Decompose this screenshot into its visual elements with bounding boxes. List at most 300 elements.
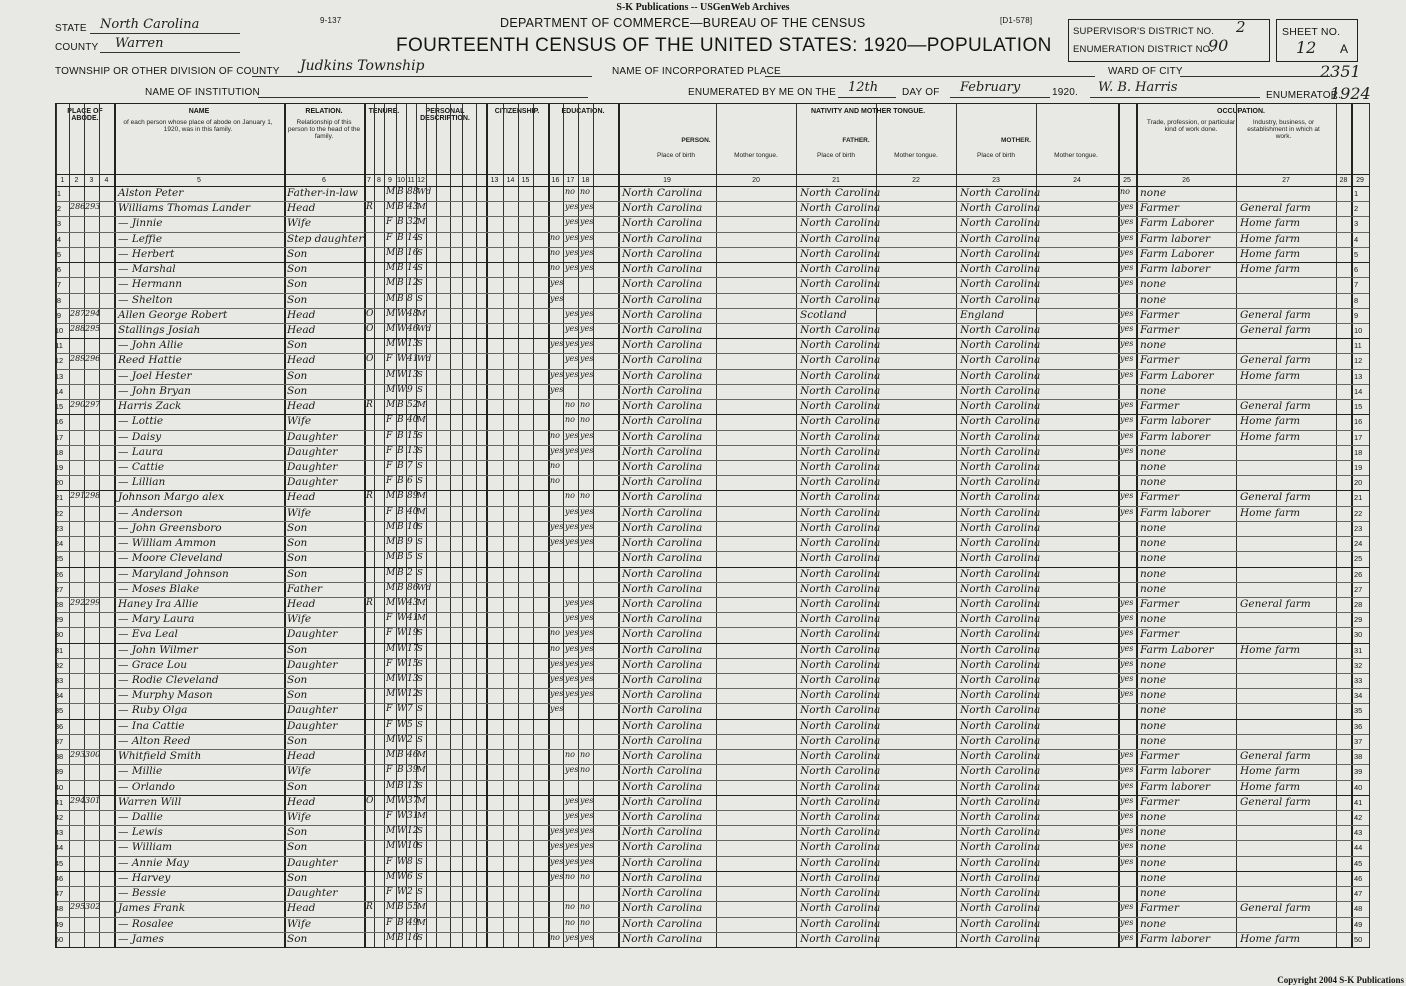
- person-birthplace: North Carolina: [622, 613, 703, 626]
- row-number-right: 31: [1354, 645, 1363, 655]
- age: 6: [407, 476, 413, 487]
- mother-birthplace: North Carolina: [960, 887, 1041, 900]
- person-birthplace: North Carolina: [622, 202, 703, 215]
- occupation-trade: none: [1140, 841, 1167, 854]
- race: W: [397, 704, 407, 715]
- marital-status: S: [417, 704, 423, 715]
- grid-column-rule: [284, 104, 286, 947]
- marital-status: S: [417, 826, 423, 837]
- row-number: 3: [56, 219, 62, 229]
- father-birthplace: North Carolina: [800, 476, 881, 489]
- father-birthplace: North Carolina: [800, 552, 881, 565]
- relation: Son: [287, 384, 308, 397]
- speaks-english: yes: [1120, 232, 1134, 242]
- marital-status: M: [417, 902, 426, 913]
- column-number: 26: [1182, 177, 1190, 184]
- occupation-industry: Home farm: [1240, 932, 1301, 945]
- race: W: [397, 643, 407, 654]
- state-value: North Carolina: [100, 17, 200, 32]
- column-number: 21: [832, 177, 840, 184]
- person-name: — Rodie Cleveland: [118, 674, 219, 687]
- census-table: [55, 103, 1370, 948]
- father-birthplace: North Carolina: [800, 841, 881, 854]
- marital-status: M: [417, 613, 426, 624]
- occupation-trade: Farmer: [1140, 400, 1180, 413]
- row-number-right: 47: [1354, 889, 1363, 899]
- marital-status: M: [417, 308, 426, 319]
- column-number: 4: [104, 177, 109, 184]
- occupation-trade: none: [1140, 734, 1167, 747]
- occupation-trade: none: [1140, 674, 1167, 687]
- row-number-right: 15: [1354, 402, 1363, 412]
- sex: M: [386, 597, 396, 608]
- row-number: 6: [56, 265, 62, 275]
- occupation-trade: none: [1140, 887, 1167, 900]
- mother-birthplace: North Carolina: [960, 811, 1041, 824]
- occupation-industry: Home farm: [1240, 247, 1301, 260]
- attended-school: no: [550, 232, 560, 242]
- relation: Head: [287, 750, 316, 763]
- person-birthplace: North Carolina: [622, 369, 703, 382]
- row-number: 44: [54, 843, 64, 853]
- can-read: yes: [565, 247, 579, 257]
- dwelling-number: 292: [70, 597, 86, 607]
- column-number: 29: [1356, 177, 1364, 184]
- mother-birthplace: North Carolina: [960, 369, 1041, 382]
- father-birthplace: North Carolina: [800, 537, 881, 550]
- father-birthplace: North Carolina: [800, 202, 881, 215]
- home-owned: O: [366, 795, 374, 806]
- subgroup-mother: MOTHER.: [1001, 137, 1031, 144]
- sex: M: [386, 263, 396, 274]
- mother-birthplace: North Carolina: [960, 323, 1041, 336]
- sex: F: [386, 460, 393, 471]
- grid-column-rule: [618, 104, 620, 947]
- mother-birthplace: North Carolina: [960, 293, 1041, 306]
- attended-school: yes: [550, 293, 564, 303]
- column-number: 25: [1123, 177, 1131, 184]
- person-name: — Lillian: [118, 476, 166, 489]
- father-birthplace: North Carolina: [800, 871, 881, 884]
- marital-status: M: [417, 795, 426, 806]
- row-number: 27: [54, 584, 64, 594]
- person-birthplace: North Carolina: [622, 750, 703, 763]
- attended-school: no: [550, 430, 560, 440]
- row-number-right: 18: [1354, 447, 1363, 457]
- speaks-english: yes: [1120, 780, 1134, 790]
- row-number: 14: [54, 386, 64, 396]
- row-number: 42: [54, 813, 64, 823]
- can-write: yes: [580, 339, 594, 349]
- occupation-trade: none: [1140, 658, 1167, 671]
- occupation-trade: none: [1140, 521, 1167, 534]
- person-name: — Ruby Olga: [118, 704, 188, 717]
- person-name: — Marshal: [118, 263, 176, 276]
- speaks-english: yes: [1120, 415, 1134, 425]
- mother-birthplace: North Carolina: [960, 841, 1041, 854]
- occupation-trade: none: [1140, 917, 1167, 930]
- person-birthplace: North Carolina: [622, 232, 703, 245]
- marital-status: S: [417, 887, 423, 898]
- attended-school: no: [550, 263, 560, 273]
- family-number: 300: [85, 750, 101, 760]
- age: 13: [407, 339, 419, 350]
- can-write: yes: [580, 308, 594, 318]
- occupation-trade: none: [1140, 460, 1167, 473]
- father-birthplace: North Carolina: [800, 582, 881, 595]
- occupation-trade: none: [1140, 704, 1167, 717]
- race: W: [397, 339, 407, 350]
- column-number: 23: [992, 177, 1000, 184]
- age: 41: [407, 613, 419, 624]
- occupation-trade: Farmer: [1140, 795, 1180, 808]
- column-number: 16: [551, 177, 560, 184]
- can-write: yes: [580, 430, 594, 440]
- can-read: yes: [565, 445, 579, 455]
- person-birthplace: North Carolina: [622, 384, 703, 397]
- home-owned: R: [366, 597, 373, 608]
- can-read: yes: [565, 354, 579, 364]
- can-write: yes: [580, 795, 594, 805]
- sex: F: [386, 719, 393, 730]
- marital-status: M: [417, 811, 426, 822]
- grid-column-rule: [1369, 104, 1370, 947]
- occupation-trade: none: [1140, 582, 1167, 595]
- header-rule: [56, 174, 1369, 175]
- person-birthplace: North Carolina: [622, 415, 703, 428]
- speaks-english: yes: [1120, 369, 1134, 379]
- can-write: no: [580, 491, 590, 501]
- marital-status: S: [417, 719, 423, 730]
- can-write: yes: [580, 202, 594, 212]
- attended-school: yes: [550, 826, 564, 836]
- sex: M: [386, 932, 396, 943]
- person-name: — John Allie: [118, 339, 184, 352]
- relation: Son: [287, 278, 308, 291]
- can-write: yes: [580, 643, 594, 653]
- person-name: — Alton Reed: [118, 734, 191, 747]
- can-read: yes: [565, 689, 579, 699]
- father-birthplace: North Carolina: [800, 932, 881, 945]
- sex: F: [386, 917, 393, 928]
- father-birthplace: North Carolina: [800, 795, 881, 808]
- person-birthplace: North Carolina: [622, 902, 703, 915]
- sex: F: [386, 811, 393, 822]
- relation: Son: [287, 369, 308, 382]
- sex: F: [386, 232, 393, 243]
- occupation-trade: Farm Laborer: [1140, 217, 1214, 230]
- relation: Wife: [287, 917, 312, 930]
- grid-column-rule: [503, 104, 504, 947]
- person-name: — Anderson: [118, 506, 183, 519]
- age: 16: [407, 247, 419, 258]
- occupation-industry: Home farm: [1240, 780, 1301, 793]
- sex: F: [386, 445, 393, 456]
- enumerated-label: ENUMERATED BY ME ON THE: [688, 87, 836, 98]
- occupation-trade: none: [1140, 613, 1167, 626]
- column-number: 14: [506, 177, 515, 184]
- can-write: yes: [580, 263, 594, 273]
- age: 43: [407, 597, 419, 608]
- sex: M: [386, 187, 396, 197]
- occupation-trade: Farmer: [1140, 597, 1180, 610]
- occupation-industry: General farm: [1240, 750, 1311, 763]
- row-number: 16: [54, 417, 64, 427]
- occupation-industry: General farm: [1240, 597, 1311, 610]
- occupation-trade: Farmer: [1140, 750, 1180, 763]
- relation: Son: [287, 552, 308, 565]
- sheet-label: SHEET NO.: [1282, 26, 1341, 38]
- can-write: yes: [580, 521, 594, 531]
- person-name: Haney Ira Allie: [118, 597, 199, 610]
- row-number-right: 8: [1354, 295, 1359, 305]
- person-name: — Millie: [118, 765, 163, 778]
- can-read: yes: [565, 430, 579, 440]
- ward-label: WARD OF CITY: [1108, 66, 1183, 77]
- row-number: 45: [54, 858, 64, 868]
- can-write: no: [580, 400, 590, 410]
- can-write: no: [580, 871, 590, 881]
- mother-birthplace: North Carolina: [960, 415, 1041, 428]
- sex: M: [386, 537, 396, 548]
- mother-birthplace: England: [960, 308, 1005, 321]
- race: B: [397, 217, 404, 228]
- row-number-right: 2: [1354, 204, 1359, 214]
- father-birthplace: North Carolina: [800, 887, 881, 900]
- relation: Wife: [287, 811, 312, 824]
- person-name: — Grace Lou: [118, 658, 187, 671]
- person-name: Reed Hattie: [118, 354, 182, 367]
- age: 12: [407, 278, 419, 289]
- sex: F: [386, 430, 393, 441]
- mother-birthplace: North Carolina: [960, 339, 1041, 352]
- father-birthplace: North Carolina: [800, 232, 881, 245]
- mother-birthplace: North Carolina: [960, 734, 1041, 747]
- occupation-industry: General farm: [1240, 354, 1311, 367]
- occupation-trade: Farm Laborer: [1140, 247, 1214, 260]
- race: B: [397, 506, 404, 517]
- sex: M: [386, 323, 396, 334]
- column-number: 5: [197, 177, 201, 184]
- can-read: yes: [565, 506, 579, 516]
- marital-status: S: [417, 689, 423, 700]
- row-number-right: 11: [1354, 341, 1362, 351]
- race: B: [397, 278, 404, 289]
- family-number: 298: [85, 491, 101, 501]
- occupation-trade: Farmer: [1140, 323, 1180, 336]
- sex: M: [386, 293, 396, 304]
- can-write: yes: [580, 613, 594, 623]
- column-number: 27: [1282, 177, 1290, 184]
- person-name: Alston Peter: [118, 187, 184, 199]
- can-write: no: [580, 902, 590, 912]
- person-birthplace: North Carolina: [622, 628, 703, 641]
- race: B: [397, 582, 404, 593]
- can-write: yes: [580, 658, 594, 668]
- sex: M: [386, 567, 396, 578]
- row-number-right: 33: [1354, 676, 1363, 686]
- person-name: — Annie May: [118, 856, 189, 869]
- speaks-english: yes: [1120, 917, 1134, 927]
- relation: Daughter: [287, 704, 338, 717]
- row-number: 5: [56, 249, 62, 259]
- race: B: [397, 202, 404, 213]
- marital-status: S: [417, 521, 423, 532]
- mother-birthplace: North Carolina: [960, 232, 1041, 245]
- father-birthplace: North Carolina: [800, 811, 881, 824]
- state-label: STATE: [55, 23, 87, 34]
- sex: F: [386, 506, 393, 517]
- row-number-right: 6: [1354, 265, 1359, 275]
- can-read: yes: [565, 217, 579, 227]
- row-number: 2: [56, 204, 62, 214]
- can-read: no: [565, 871, 575, 881]
- person-birthplace: North Carolina: [622, 704, 703, 717]
- sex: F: [386, 704, 393, 715]
- age: 14: [407, 232, 419, 243]
- can-read: yes: [565, 795, 579, 805]
- person-name: — Joel Hester: [118, 369, 192, 382]
- grid-column-rule: [1136, 104, 1138, 947]
- supervisor-value: 2: [1236, 18, 1246, 36]
- sex: F: [386, 628, 393, 639]
- occupation-industry: General farm: [1240, 491, 1311, 504]
- age: 13: [407, 780, 419, 791]
- row-number: 17: [54, 432, 64, 442]
- age: 7: [407, 704, 413, 715]
- age: 40: [407, 506, 419, 517]
- race: B: [397, 476, 404, 487]
- mother-birthplace: North Carolina: [960, 643, 1041, 656]
- occupation-industry: Home farm: [1240, 430, 1301, 443]
- institution-label: NAME OF INSTITUTION: [145, 87, 260, 98]
- age: 2: [407, 887, 413, 898]
- father-birthplace: North Carolina: [800, 704, 881, 717]
- dwelling-number: 288: [70, 323, 86, 333]
- race: B: [397, 917, 404, 928]
- person-birthplace: North Carolina: [622, 856, 703, 869]
- relation: Father: [287, 582, 323, 595]
- sex: M: [386, 841, 396, 852]
- row-number-right: 16: [1354, 417, 1363, 427]
- family-number: 299: [85, 597, 101, 607]
- can-read: yes: [565, 323, 579, 333]
- mother-birthplace: North Carolina: [960, 384, 1041, 397]
- father-birthplace: North Carolina: [800, 339, 881, 352]
- can-read: yes: [565, 339, 579, 349]
- row-number-right: 46: [1354, 873, 1363, 883]
- column-number: 10: [397, 177, 405, 184]
- grid-column-rule: [462, 104, 463, 947]
- marital-status: Wd: [417, 582, 432, 593]
- sex: F: [386, 887, 393, 898]
- attended-school: no: [550, 476, 560, 486]
- row-number-right: 36: [1354, 721, 1363, 731]
- person-name: — Eva Leal: [118, 628, 178, 641]
- speaks-english: yes: [1120, 658, 1134, 668]
- group-personal-description: PERSONAL DESCRIPTION.: [420, 108, 470, 122]
- dwelling-number: 286: [70, 202, 86, 212]
- person-name: Stallings Josiah: [118, 323, 201, 336]
- person-birthplace: North Carolina: [622, 537, 703, 550]
- attended-school: no: [550, 460, 560, 470]
- occupation-industry: Home farm: [1240, 506, 1301, 519]
- marital-status: S: [417, 780, 423, 791]
- can-read: yes: [565, 628, 579, 638]
- relation: Head: [287, 491, 316, 504]
- age: 39: [407, 765, 419, 776]
- column-number: 12: [417, 177, 425, 184]
- race: W: [397, 597, 407, 608]
- speaks-english: yes: [1120, 597, 1134, 607]
- occupation-industry: General farm: [1240, 902, 1311, 915]
- marital-status: S: [417, 567, 423, 578]
- can-write: yes: [580, 323, 594, 333]
- relation: Son: [287, 537, 308, 550]
- person-birthplace: North Carolina: [622, 460, 703, 473]
- marital-status: Wd: [417, 323, 432, 334]
- relation: Son: [287, 293, 308, 306]
- row-number-right: 4: [1354, 234, 1359, 244]
- person-name: — Herbert: [118, 247, 175, 260]
- ward-note: 2351: [1320, 62, 1361, 81]
- speaks-english: yes: [1120, 263, 1134, 273]
- marital-status: S: [417, 856, 423, 867]
- sheet-value: 12: [1296, 38, 1317, 57]
- person-name: Whitfield Smith: [118, 750, 202, 763]
- marital-status: M: [417, 765, 426, 776]
- can-read: no: [565, 187, 575, 196]
- sex: M: [386, 202, 396, 213]
- row-number-right: 29: [1354, 615, 1363, 625]
- race: W: [397, 856, 407, 867]
- speaks-english: yes: [1120, 217, 1134, 227]
- sex: M: [386, 369, 396, 380]
- county-value: Warren: [115, 36, 164, 51]
- occupation-industry: Home farm: [1240, 232, 1301, 245]
- father-birthplace: North Carolina: [800, 658, 881, 671]
- mother-birthplace: North Carolina: [960, 902, 1041, 915]
- can-read: no: [565, 415, 575, 425]
- row-number: 48: [54, 904, 64, 914]
- relation: Son: [287, 841, 308, 854]
- age: 19: [407, 628, 419, 639]
- sex: F: [386, 415, 393, 426]
- attended-school: yes: [550, 674, 564, 684]
- home-owned: R: [366, 491, 373, 502]
- sex: M: [386, 734, 396, 745]
- can-write: yes: [580, 369, 594, 379]
- race: B: [397, 187, 404, 197]
- row-number: 31: [54, 645, 64, 655]
- can-read: yes: [565, 811, 579, 821]
- mother-birthplace: North Carolina: [960, 917, 1041, 930]
- row-number: 36: [54, 721, 64, 731]
- age: 9: [407, 537, 413, 548]
- row-number: 39: [54, 767, 64, 777]
- can-write: yes: [580, 674, 594, 684]
- race: W: [397, 323, 407, 334]
- age: 2: [407, 734, 413, 745]
- occupation-industry: Home farm: [1240, 415, 1301, 428]
- father-birthplace: North Carolina: [800, 826, 881, 839]
- home-owned: R: [366, 202, 373, 213]
- row-number: 40: [54, 782, 64, 792]
- sex: M: [386, 339, 396, 350]
- grid-column-rule: [374, 104, 375, 947]
- enumerated-month: February: [960, 80, 1021, 95]
- person-birthplace: North Carolina: [622, 445, 703, 458]
